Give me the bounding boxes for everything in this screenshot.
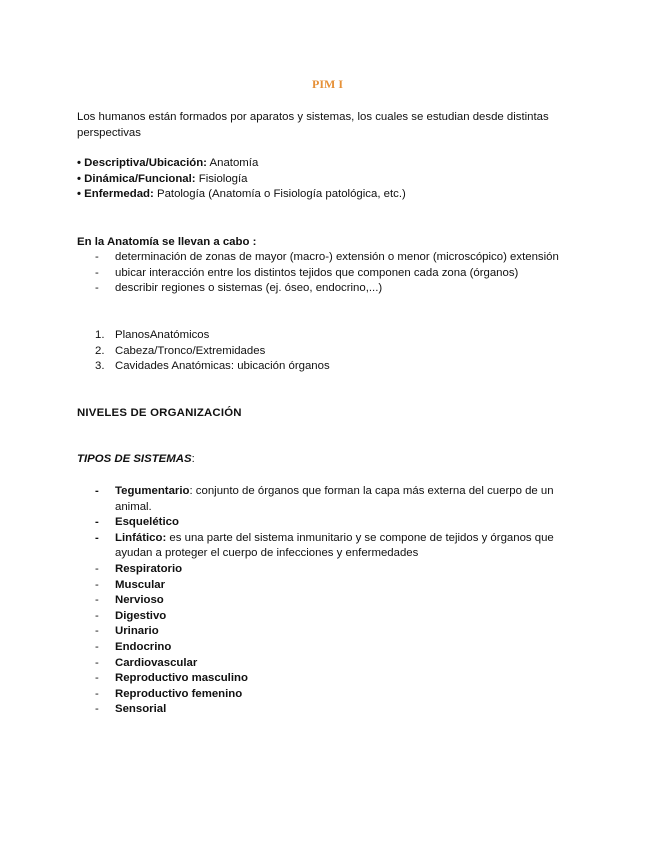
perspective-label: Dinámica/Funcional: bbox=[84, 172, 196, 185]
list-item-text: determinación de zonas de mayor (macro-) extensión o menor (microscópico) extensión bbox=[115, 251, 559, 263]
dash-marker: - bbox=[95, 266, 99, 279]
system-item bbox=[77, 640, 587, 656]
list-item-text: ubicar interacción entre los distintos tejidos que componen cada zona (órganos) bbox=[115, 266, 519, 279]
dash-marker: - bbox=[95, 672, 99, 685]
intro-paragraph bbox=[77, 110, 577, 141]
system-name: Endocrino bbox=[115, 640, 172, 653]
system-name: Digestivo bbox=[115, 609, 167, 622]
perspective-item bbox=[77, 187, 577, 203]
system-item bbox=[77, 702, 587, 718]
bullet: • bbox=[77, 188, 81, 201]
document-title: PIM I bbox=[312, 77, 343, 91]
system-name: Reproductivo femenino bbox=[115, 687, 243, 700]
list-item bbox=[77, 250, 587, 266]
list-item bbox=[77, 266, 587, 282]
intro-text: Los humanos están formados por aparatos y sistemas, los cuales se estudian desde distintas perspectivas bbox=[77, 111, 549, 139]
system-item bbox=[77, 656, 587, 672]
system-desc: : conjunto de órganos que forman la capa más externa del cuerpo de un animal. bbox=[115, 485, 554, 513]
dash-marker: - bbox=[95, 609, 99, 622]
perspectives-list bbox=[77, 156, 577, 203]
anatomy-heading: En la Anatomía se llevan a cabo : bbox=[77, 236, 257, 248]
systems-list bbox=[77, 484, 587, 718]
system-item bbox=[77, 578, 587, 594]
system-item bbox=[77, 609, 587, 625]
numbered-item-text: Cabeza/Tronco/Extremidades bbox=[115, 344, 266, 357]
system-item bbox=[77, 515, 587, 531]
numbered-item bbox=[77, 328, 330, 344]
system-item bbox=[77, 624, 587, 640]
list-item-text: describir regiones o sistemas (ej. óseo, endocrino,...) bbox=[115, 282, 383, 295]
system-name: Sensorial bbox=[115, 703, 167, 716]
dash-marker: - bbox=[95, 703, 99, 716]
perspective-value: Fisiología bbox=[198, 172, 248, 185]
dash-marker: - bbox=[95, 656, 99, 669]
system-item bbox=[77, 671, 587, 687]
perspective-label: Enfermedad: bbox=[84, 188, 154, 201]
system-name: Muscular bbox=[115, 578, 166, 591]
system-name: Tegumentario bbox=[115, 485, 190, 497]
dash-marker: - bbox=[95, 251, 99, 263]
system-name: Linfático: bbox=[115, 531, 167, 544]
dash-marker: - bbox=[95, 640, 99, 653]
system-name: Nervioso bbox=[115, 594, 164, 607]
bullet: • bbox=[77, 172, 81, 185]
perspective-label: Descriptiva/Ubicación: bbox=[84, 157, 207, 169]
system-item bbox=[77, 531, 587, 562]
item-number: 3. bbox=[95, 360, 105, 373]
numbered-item bbox=[77, 359, 330, 375]
system-item bbox=[77, 484, 587, 515]
system-name: Respiratorio bbox=[115, 562, 183, 575]
system-name: Reproductivo masculino bbox=[115, 672, 248, 685]
system-name: Urinario bbox=[115, 625, 159, 638]
dash-marker: - bbox=[95, 282, 99, 295]
item-number: 1. bbox=[95, 329, 105, 341]
system-name: Cardiovascular bbox=[115, 656, 198, 669]
system-name: Esquelético bbox=[115, 516, 179, 529]
system-item bbox=[77, 593, 587, 609]
numbered-item-text: Cavidades Anatómicas: ubicación órganos bbox=[115, 360, 330, 373]
system-item bbox=[77, 687, 587, 703]
dash-marker: - bbox=[95, 687, 99, 700]
item-number: 2. bbox=[95, 344, 105, 357]
anatomy-list bbox=[77, 250, 587, 297]
list-item bbox=[77, 281, 587, 297]
perspective-item bbox=[77, 172, 577, 188]
niveles-heading: NIVELES DE ORGANIZACIÓN bbox=[77, 407, 242, 419]
dash-marker: - bbox=[95, 485, 99, 497]
dash-marker: - bbox=[95, 594, 99, 607]
tipos-heading bbox=[77, 452, 577, 468]
perspective-value: Anatomía bbox=[209, 157, 259, 169]
dash-marker: - bbox=[95, 578, 99, 591]
dash-marker: - bbox=[95, 625, 99, 638]
tipos-colon: : bbox=[191, 453, 195, 465]
tipos-label: TIPOS DE SISTEMAS bbox=[77, 453, 192, 465]
dash-marker: - bbox=[95, 562, 99, 575]
dash-marker: - bbox=[95, 531, 99, 544]
perspective-value: Patología (Anatomía o Fisiología patológica, etc.) bbox=[156, 188, 406, 201]
numbered-item-text: PlanosAnatómicos bbox=[115, 329, 210, 341]
bullet: • bbox=[77, 157, 81, 169]
numbered-list bbox=[77, 328, 330, 375]
system-item bbox=[77, 562, 587, 578]
system-desc: es una parte del sistema inmunitario y se compone de tejidos y órganos que ayudan a proteger el cuerpo de infecciones y enfermedades bbox=[115, 531, 554, 560]
dash-marker: - bbox=[95, 516, 99, 529]
numbered-item bbox=[77, 344, 330, 360]
perspective-item bbox=[77, 156, 577, 172]
